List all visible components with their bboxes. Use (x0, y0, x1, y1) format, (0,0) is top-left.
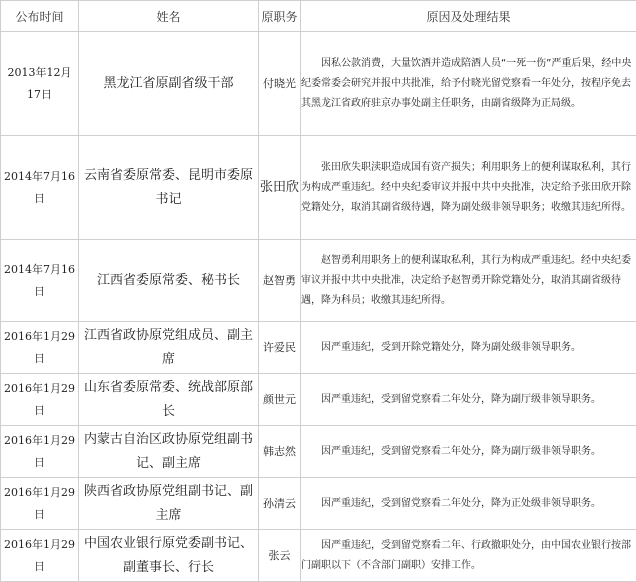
date-cell: 2014年7月16日 (1, 136, 79, 240)
person-cell: 张田欣 (259, 136, 301, 240)
table-row (1, 322, 636, 374)
name-cell: 中国农业银行原党委副书记、副董事长、行长 (79, 530, 259, 582)
header-person: 原职务 (259, 1, 301, 32)
result-text: 因严重违纪，受到留党察看二年处分，降为副厅级非领导职务。 (301, 442, 636, 462)
result-cell (301, 136, 636, 240)
name-cell: 内蒙古自治区政协原党组副书记、副主席 (79, 426, 259, 478)
date-cell: 2013年12月17日 (1, 32, 79, 136)
result-text: 因严重违纪，受到留党察看二年、行政撤职处分，由中国农业银行按部门副职以下（不含部门副职）安排工作。 (301, 536, 636, 576)
result-text: 因严重违纪，受到留党察看二年处分，降为正处级非领导职务。 (301, 494, 636, 514)
table-row (1, 478, 636, 530)
person-cell: 赵智勇 (259, 240, 301, 322)
result-cell (301, 240, 636, 322)
result-text: 因严重违纪，受到开除党籍处分，降为副处级非领导职务。 (301, 338, 636, 358)
result-cell (301, 322, 636, 374)
result-text: 张田欣失职渎职造成国有资产损失；利用职务上的便利谋取私利，其行为构成严重违纪。经中央纪委审议并报中共中央批准，决定给予张田欣开除党籍处分，取消其副省级待遇，降为副处级非领导职务；收缴其违纪所得。 (301, 158, 636, 218)
result-text: 因严重违纪，受到留党察看二年处分，降为副厅级非领导职务。 (301, 390, 636, 410)
name-cell: 云南省委原常委、昆明市委原书记 (79, 136, 259, 240)
header-result: 原因及处理结果 (301, 1, 636, 32)
name-cell: 江西省政协原党组成员、副主席 (79, 322, 259, 374)
date-cell: 2016年1月29日 (1, 426, 79, 478)
name-cell: 江西省委原常委、秘书长 (79, 240, 259, 322)
person-cell: 张云 (259, 530, 301, 582)
table-row (1, 240, 636, 322)
header-date: 公布时间 (1, 1, 79, 32)
date-cell: 2016年1月29日 (1, 374, 79, 426)
table-row (1, 530, 636, 582)
person-cell: 韩志然 (259, 426, 301, 478)
result-cell (301, 32, 636, 136)
date-cell: 2016年1月29日 (1, 478, 79, 530)
person-cell: 颜世元 (259, 374, 301, 426)
result-cell (301, 478, 636, 530)
date-cell: 2016年1月29日 (1, 530, 79, 582)
date-cell: 2016年1月29日 (1, 322, 79, 374)
result-cell (301, 426, 636, 478)
table-row (1, 136, 636, 240)
header-row (1, 1, 636, 32)
result-text: 因私公款消费，大量饮酒并造成陪酒人员“一死一伤”严重后果，经中央纪委常委会研究并报中共批准，给予付晓光留党察看一年处分，按程序免去其黑龙江省政府驻京办事处副主任职务，由副省级降为正局级。 (301, 54, 636, 114)
name-cell: 山东省委原常委、统战部原部长 (79, 374, 259, 426)
header-name: 姓名 (79, 1, 259, 32)
person-cell: 付晓光 (259, 32, 301, 136)
table-row (1, 32, 636, 136)
result-text: 赵智勇利用职务上的便利谋取私利，其行为构成严重违纪。经中央纪委审议并报中共中央批准，决定给予赵智勇开除党籍处分，取消其副省级待遇，降为科员；收缴其违纪所得。 (301, 251, 636, 311)
table-row (1, 426, 636, 478)
result-cell (301, 530, 636, 582)
name-cell: 黑龙江省原副省级干部 (79, 32, 259, 136)
name-cell: 陕西省政协原党组副书记、副主席 (79, 478, 259, 530)
person-cell: 孙清云 (259, 478, 301, 530)
date-cell: 2014年7月16日 (1, 240, 79, 322)
person-cell: 许爱民 (259, 322, 301, 374)
table-row (1, 374, 636, 426)
result-cell (301, 374, 636, 426)
